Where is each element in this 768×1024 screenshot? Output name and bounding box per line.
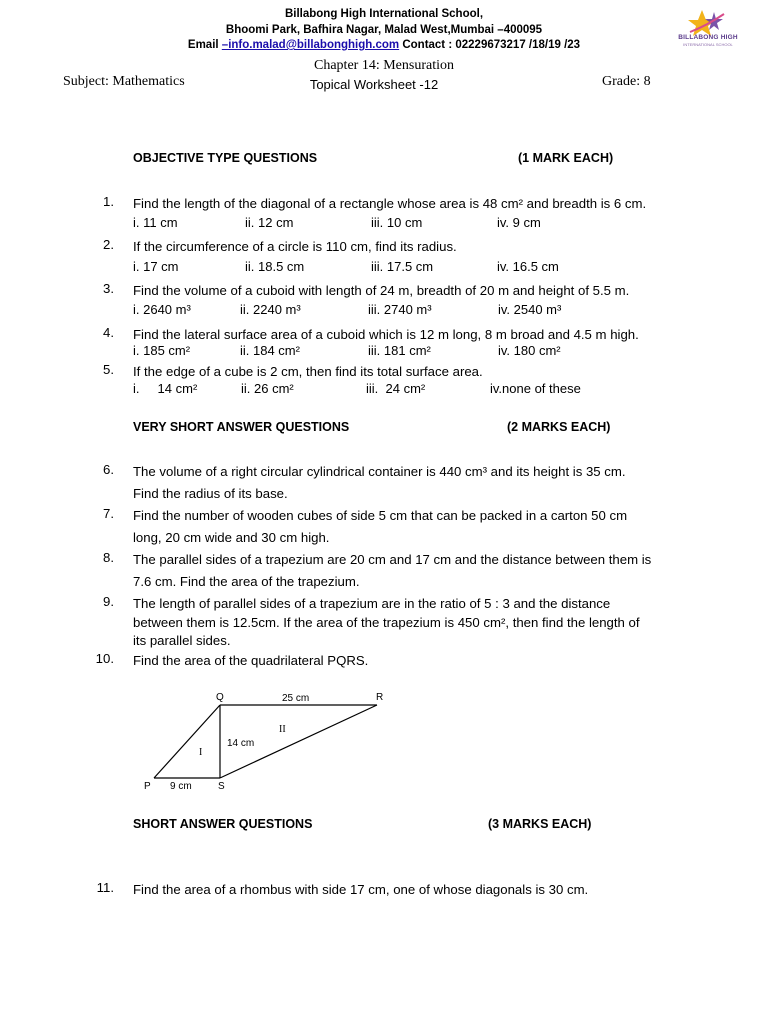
question-number: 7. xyxy=(103,506,114,521)
worksheet-title: Topical Worksheet -12 xyxy=(309,77,439,92)
quadrilateral-figure xyxy=(140,688,390,798)
chapter-title: Chapter 14: Mensuration xyxy=(314,58,454,73)
question-text-line: The length of parallel sides of a trapezium are in the ratio of 5 : 3 and the distance xyxy=(133,596,611,611)
answer-option: iv.none of these xyxy=(490,381,581,396)
answer-option: iv. 2540 m³ xyxy=(498,302,562,317)
vertex-p: P xyxy=(144,781,151,792)
email-label: Email xyxy=(187,39,222,51)
contact-numbers: Contact : 02229673217 /18/19 /23 xyxy=(399,39,581,51)
answer-option: ii. 184 cm² xyxy=(240,343,300,358)
section-short-title: SHORT ANSWER QUESTIONS xyxy=(133,817,313,831)
grade-label: Grade: 8 xyxy=(602,74,651,89)
question-text-line: its parallel sides. xyxy=(133,633,231,648)
section-objective-title: OBJECTIVE TYPE QUESTIONS xyxy=(133,151,318,165)
question-number: 4. xyxy=(103,325,114,340)
answer-option: ii. 2240 m³ xyxy=(240,302,301,317)
logo-text: BILLABONG HIGH xyxy=(678,34,738,41)
question-text-line: Find the radius of its base. xyxy=(133,486,288,501)
school-address: Bhoomi Park, Bafhira Nagar, Malad West,Mumbai –400095 xyxy=(225,24,543,36)
answer-option: ii. 18.5 cm xyxy=(245,259,305,274)
email-link[interactable]: –info.malad@billabonghigh.com xyxy=(221,39,400,51)
question-text: Find the volume of a cuboid with length of 24 m, breadth of 20 m and height of 5.5 m. xyxy=(133,283,630,298)
answer-option: iv. 9 cm xyxy=(497,215,541,230)
section-very-short-marks: (2 MARKS EACH) xyxy=(507,420,611,434)
school-name: Billabong High International School, xyxy=(284,8,484,20)
question-number: 8. xyxy=(103,550,114,565)
answer-option: iii. 17.5 cm xyxy=(371,259,434,274)
section-objective-marks: (1 MARK EACH) xyxy=(518,151,614,165)
answer-option: i. 11 cm xyxy=(133,215,178,230)
answer-option: iii. 10 cm xyxy=(371,215,423,230)
answer-option: i. 2640 m³ xyxy=(133,302,191,317)
label-qs: 14 cm xyxy=(227,738,255,749)
vertex-r: R xyxy=(376,692,384,703)
question-number: 9. xyxy=(103,594,114,609)
logo-subtext: INTERNATIONAL SCHOOL xyxy=(683,42,733,47)
question-number: 3. xyxy=(103,281,114,296)
subject-label: Subject: Mathematics xyxy=(63,74,185,89)
question-text-line: 7.6 cm. Find the area of the trapezium. xyxy=(133,574,360,589)
question-text-line: Find the area of the quadrilateral PQRS. xyxy=(133,653,369,668)
region-1-label: I xyxy=(199,747,203,758)
question-text-line: between them is 12.5cm. If the area of the trapezium is 450 cm², then find the length of xyxy=(133,614,640,630)
question-text-line: Find the number of wooden cubes of side 5 cm that can be packed in a carton 50 cm xyxy=(133,508,628,523)
answer-option: iii. 24 cm² xyxy=(366,381,426,396)
section-short-marks: (3 MARKS EACH) xyxy=(488,817,592,831)
question-text-line: The parallel sides of a trapezium are 20 cm and 17 cm and the distance between them is xyxy=(133,552,652,567)
vertex-q: Q xyxy=(216,692,224,703)
answer-option: i. 17 cm xyxy=(133,259,179,274)
question-number: 6. xyxy=(103,462,114,477)
label-ps: 9 cm xyxy=(170,781,192,792)
question-text-line: long, 20 cm wide and 30 cm high. xyxy=(133,530,330,545)
question-text: If the edge of a cube is 2 cm, then find its total surface area. xyxy=(133,364,483,379)
answer-option: iv. 180 cm² xyxy=(498,343,561,358)
label-qr: 25 cm xyxy=(282,693,310,704)
answer-option: iii. 181 cm² xyxy=(368,343,431,358)
question-text: If the circumference of a circle is 110 cm, find its radius. xyxy=(133,239,457,254)
question-text: Find the length of the diagonal of a rectangle whose area is 48 cm² and breadth is 6 cm. xyxy=(133,196,647,211)
question-text-line: The volume of a right circular cylindrical container is 440 cm³ and its height is 35 cm. xyxy=(133,464,626,479)
question-number: 2. xyxy=(103,237,114,252)
question-text: Find the area of a rhombus with side 17 cm, one of whose diagonals is 30 cm. xyxy=(133,882,589,897)
answer-option: ii. 26 cm² xyxy=(241,381,294,396)
vertex-s: S xyxy=(218,781,225,792)
answer-option: ii. 12 cm xyxy=(245,215,294,230)
answer-option: iv. 16.5 cm xyxy=(497,259,559,274)
region-2-label: II xyxy=(279,724,286,735)
question-number: 1. xyxy=(103,194,114,209)
answer-option: i. 14 cm² xyxy=(133,381,198,396)
question-number: 10. xyxy=(95,651,114,666)
question-text: Find the lateral surface area of a cuboid which is 12 m long, 8 m broad and 4.5 m high. xyxy=(133,327,639,342)
question-number: 5. xyxy=(103,362,114,377)
answer-option: i. 185 cm² xyxy=(133,343,191,358)
section-very-short-title: VERY SHORT ANSWER QUESTIONS xyxy=(133,420,350,434)
answer-option: iii. 2740 m³ xyxy=(368,302,432,317)
question-number: 11. xyxy=(96,880,114,895)
edge-pq xyxy=(154,705,220,778)
contact-line xyxy=(0,39,768,51)
